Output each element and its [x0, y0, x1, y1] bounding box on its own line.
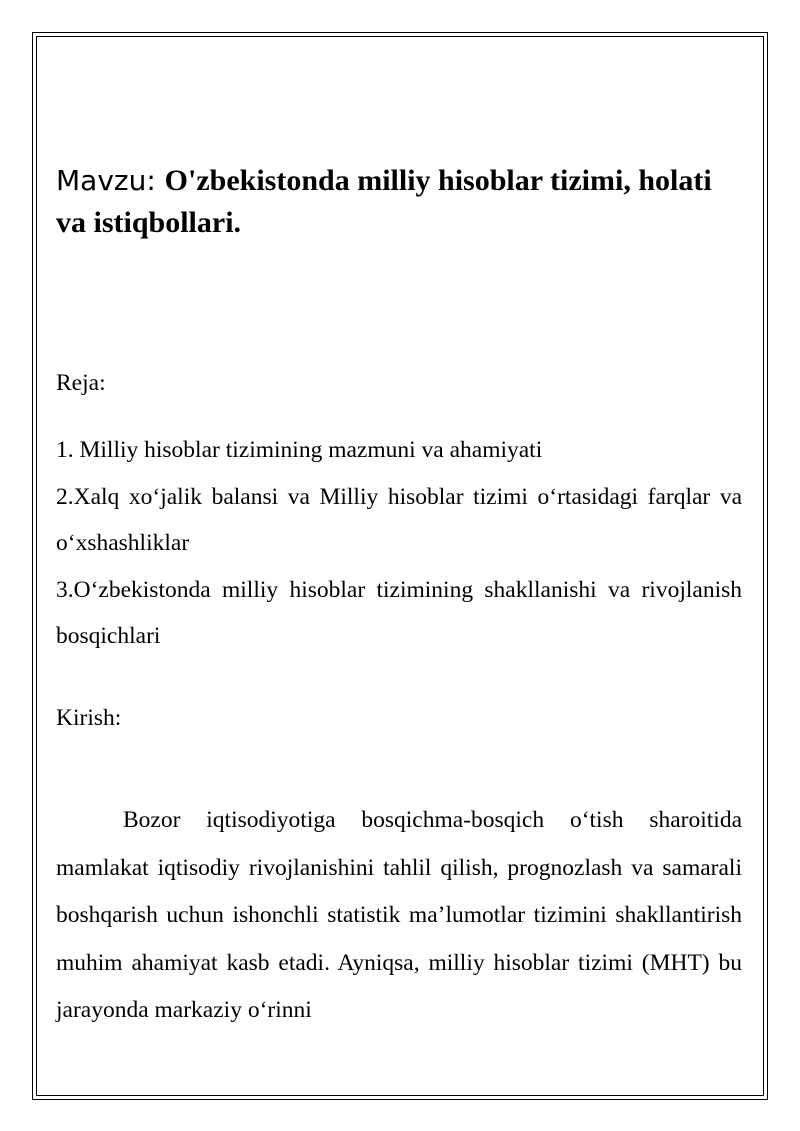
plan-item: 2.Xalq xo‘jalik balansi va Milliy hisoblar tizimi o‘rtasidagi farqlar va o‘xshashliklar [56, 483, 742, 556]
plan-item: 1. Milliy hisoblar tizimining mazmuni va ahamiyati [56, 437, 543, 463]
title-prefix: Mavzu: [56, 164, 165, 197]
intro-heading: Kirish: [56, 705, 122, 731]
document-title [56, 160, 742, 244]
plan-heading: Reja: [56, 370, 106, 396]
plan-item: 3.O‘zbekistonda milliy hisoblar tizimining shakllanishi va rivojlanish bosqichlari [56, 576, 742, 649]
title-main: O'zbekistonda milliy hisoblar tizimi, holati va istiqbollari. [56, 164, 712, 239]
intro-paragraph: Bozor iqtisodiyotiga bosqichma-bosqich o‘tish sharoitida mamlakat iqtisodiy rivojlanishini tahlil qilish, prognozlash va samarali boshqarish uchun ishonchli statistik ma’lumotlar tizimini shakllantirish muhim ahamiyat kasb etadi. Ayniqsa, milliy hisoblar tizimi (MHT) bu jarayonda markaziy o‘rinni [56, 807, 742, 1023]
plan-list [56, 427, 742, 660]
